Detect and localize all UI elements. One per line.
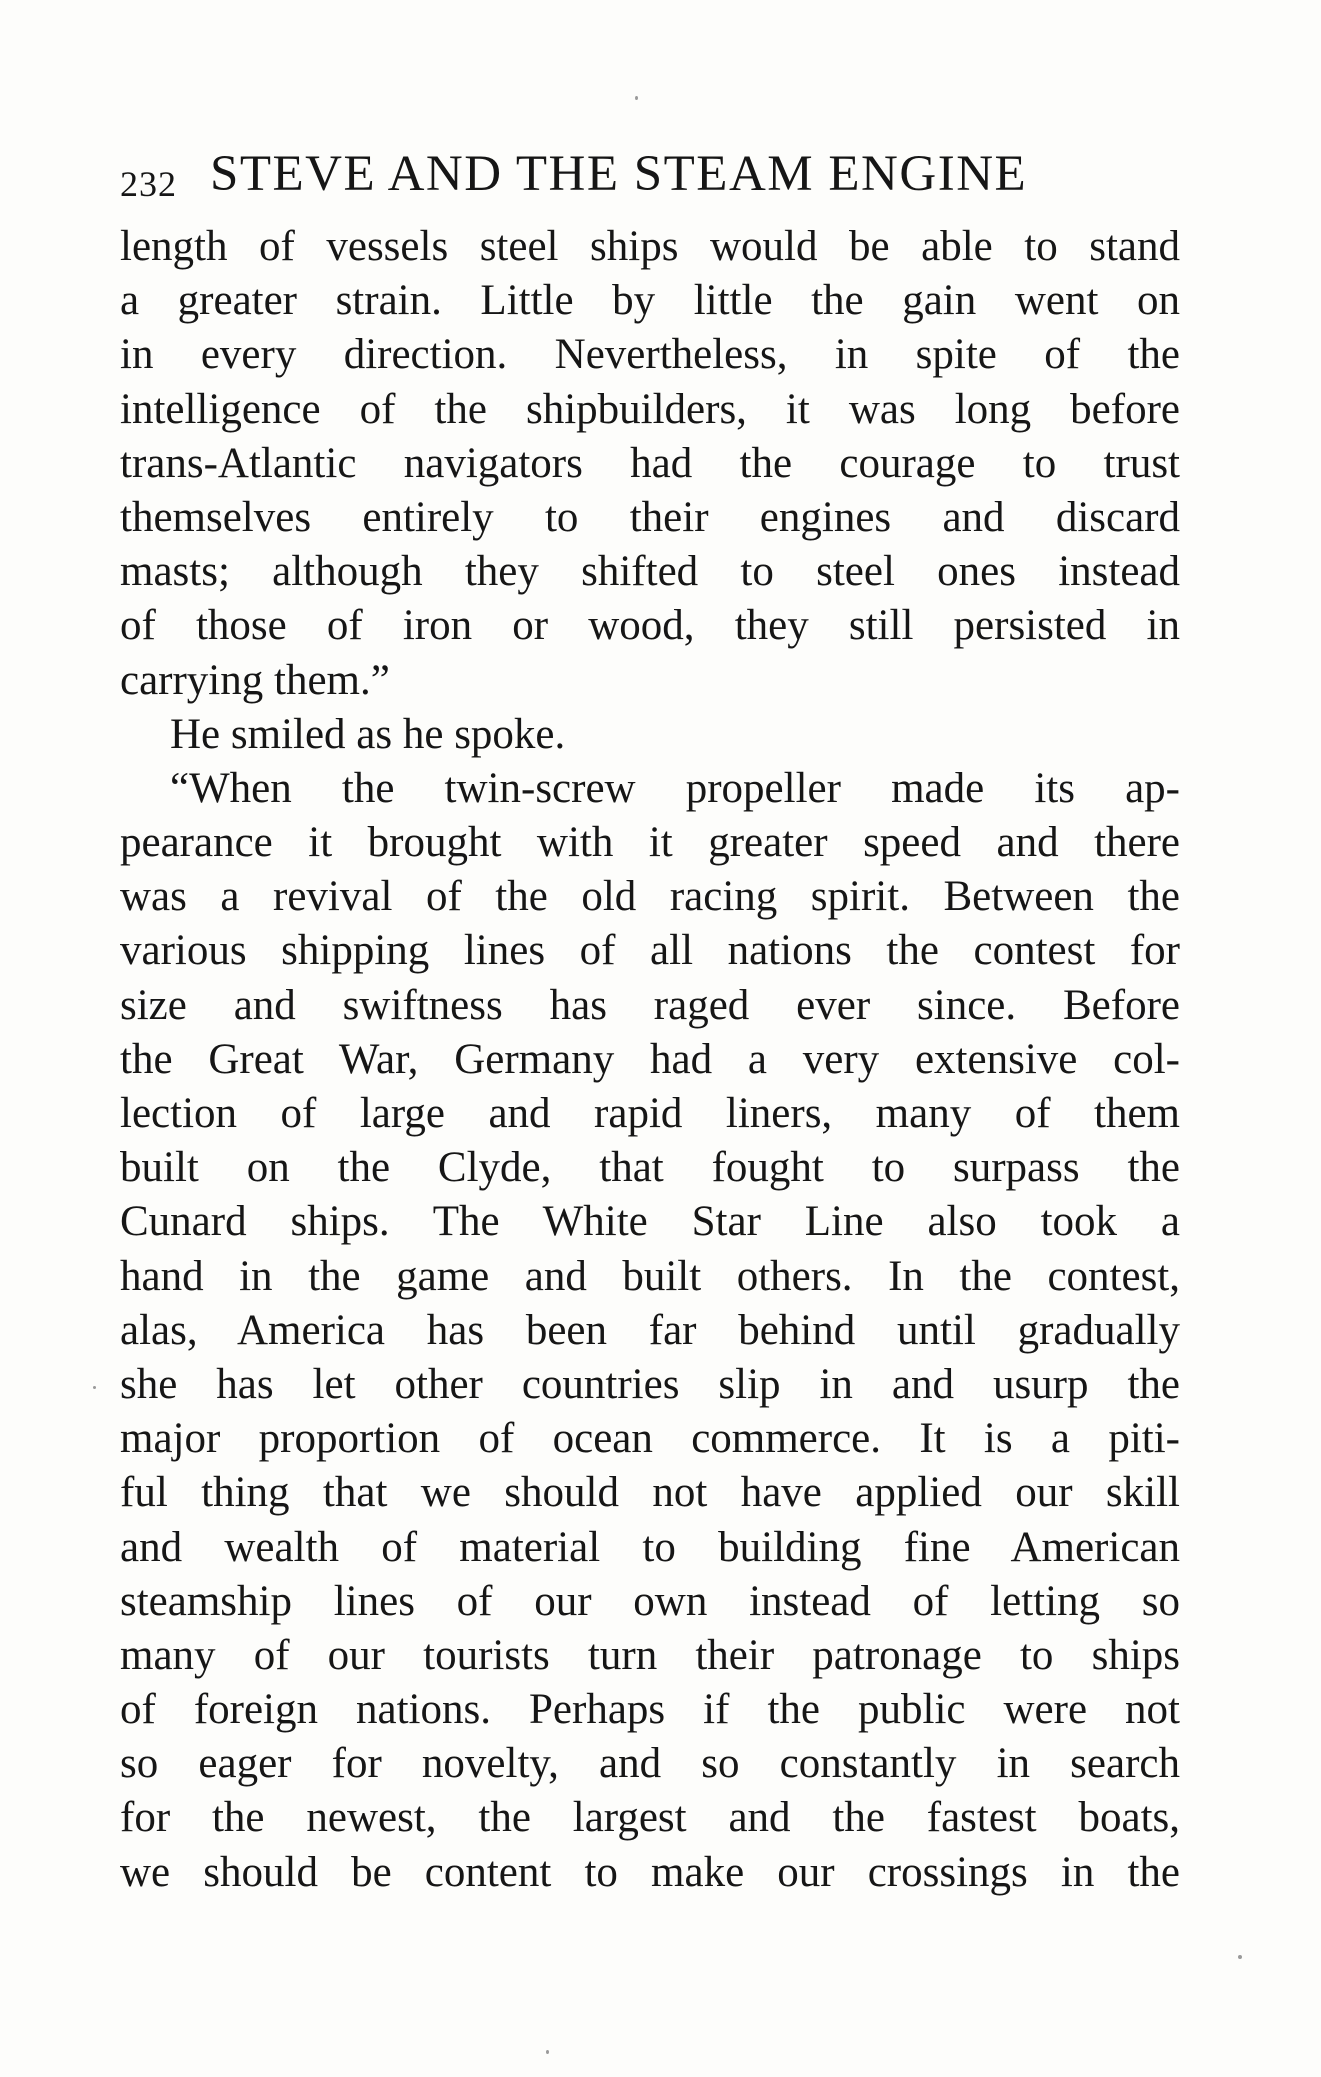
text-line: steamship lines of our own instead of letting so [120,1577,1180,1625]
page-number: 232 [120,164,177,204]
text-line: pearance it brought with it greater speed and there [120,819,1180,867]
text-line: for the newest, the largest and the fastest boats, [120,1794,1180,1842]
text-line: we should be content to make our crossings in the [120,1848,1180,1896]
text-line: hand in the game and built others. In the contest, [120,1252,1180,1300]
text-line: in every direction. Nevertheless, in spite of the [120,331,1180,379]
text-line: trans-Atlantic navigators had the courage to trust [120,439,1180,487]
text-line: various shipping lines of all nations the contest for [120,927,1180,975]
text-line: the Great War, Germany had a very extensive col- [120,1035,1180,1083]
text-line: “When the twin-screw propeller made its ap- [170,764,1180,812]
text-line: themselves entirely to their engines and discard [120,493,1180,541]
text-line: of those of iron or wood, they still persisted in [120,602,1180,650]
scan-speck [546,2050,549,2054]
body-text [120,220,1180,1900]
text-line: size and swiftness has raged ever since. Before [120,981,1180,1029]
text-line: and wealth of material to building fine American [120,1523,1180,1571]
scan-speck [93,1386,96,1389]
text-line: major proportion of ocean commerce. It is a piti- [120,1415,1180,1463]
text-line: many of our tourists turn their patronage to ships [120,1631,1180,1679]
text-line: ful thing that we should not have applied our skill [120,1469,1180,1517]
text-line: she has let other countries slip in and usurp the [120,1360,1180,1408]
text-line: alas, America has been far behind until gradually [120,1306,1180,1354]
text-line: carrying them.” [120,656,390,704]
text-line: so eager for novelty, and so constantly in search [120,1740,1180,1788]
text-line: lection of large and rapid liners, many of them [120,1090,1180,1137]
text-line: a greater strain. Little by little the gain went on [120,277,1180,325]
text-line: built on the Clyde, that fought to surpass the [120,1144,1180,1192]
text-line: length of vessels steel ships would be able to stand [120,223,1180,270]
text-line: Cunard ships. The White Star Line also took a [120,1198,1180,1246]
running-title: STEVE AND THE STEAM ENGINE [210,146,1028,202]
text-line: intelligence of the shipbuilders, it was long before [120,385,1180,433]
scan-speck [635,96,638,100]
text-line: masts; although they shifted to steel ones instead [120,548,1180,596]
text-line: of foreign nations. Perhaps if the public were not [120,1686,1180,1734]
scan-speck [1238,1955,1242,1959]
text-line: was a revival of the old racing spirit. Between the [120,873,1180,921]
text-line: He smiled as he spoke. [170,710,566,758]
running-head [120,145,1180,215]
